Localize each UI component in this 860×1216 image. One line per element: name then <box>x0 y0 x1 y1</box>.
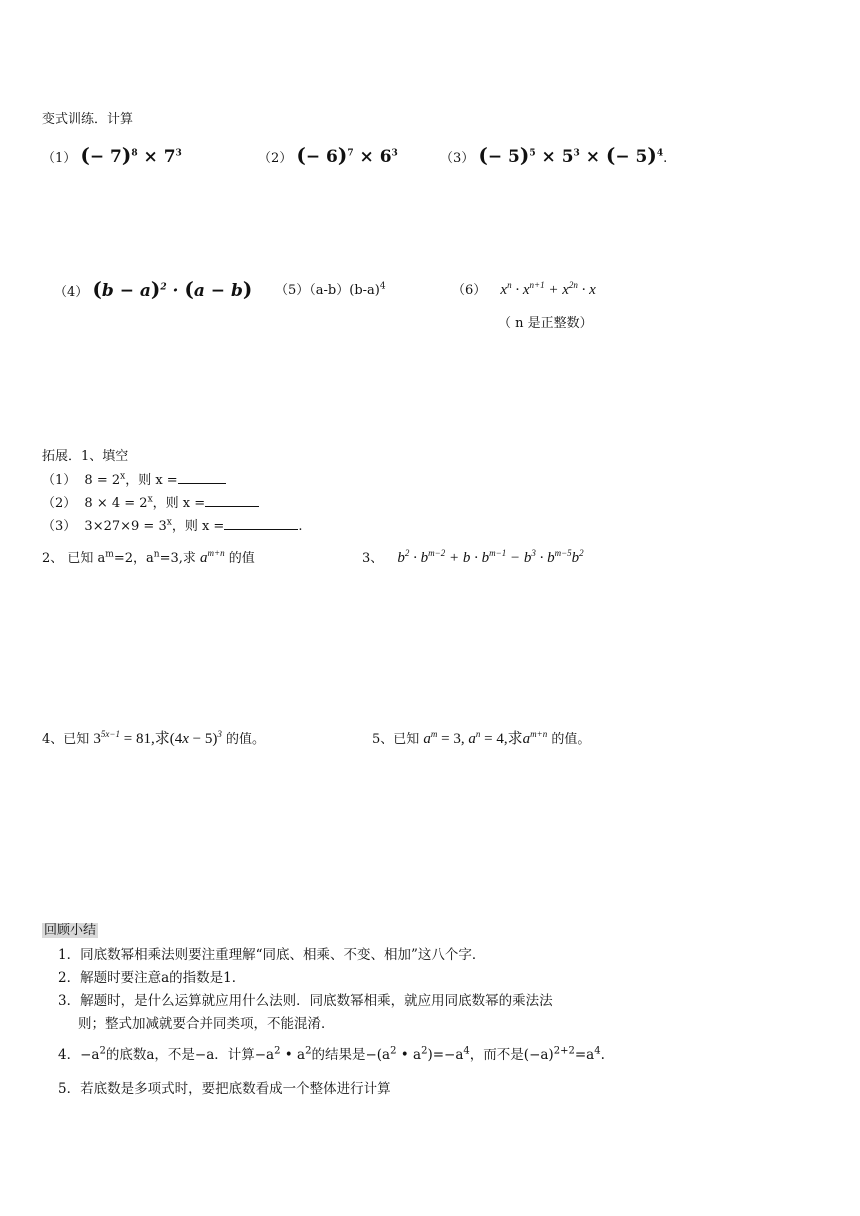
question-2: 2、 已知 $a^m=2$，$a^n=3$,求 $a^{m+n}$ 的值 <box>42 548 255 566</box>
question-3-label: 3、 <box>362 551 384 566</box>
fill-blank-2: （2） $8 \times 4 = 2^x$，则 x = <box>42 492 259 511</box>
question-5-expression: $a^m = 3$, $a^n = 4$,求$a^{m+n}$ <box>423 729 548 747</box>
question-2-suffix: 的值 <box>228 551 255 566</box>
problem-6-label: （6） <box>452 283 487 298</box>
problem-3-period: . <box>663 151 668 166</box>
problem-5-expression: （a-b）(b-a) <box>309 283 380 298</box>
fill-blank-3-answer-line[interactable] <box>224 529 298 530</box>
fill-blank-3-period: . <box>298 519 303 534</box>
review-item-4-part: 的结果是−(a <box>311 1047 391 1063</box>
review-item-5: 5．若底数是多项式时，要把底数看成一个整体进行计算 <box>58 1081 391 1097</box>
question-4 <box>42 727 265 748</box>
review-item-4-part: • a <box>280 1047 306 1063</box>
review-item-4-part: 的底数a，不是−a．计算−a <box>105 1047 275 1063</box>
problem-1-label: （1） <box>42 151 77 166</box>
question-2-text-a: =2，a <box>113 551 154 566</box>
fill-blank-2-answer-line[interactable] <box>205 506 259 507</box>
problem-1-expression: (− $7)^8 \times 7^3$ <box>80 143 182 167</box>
problem-6-note: （ n 是正整数） <box>498 316 593 331</box>
problem-3 <box>440 143 667 167</box>
problem-5: $(5)(a-b)(b-a)^4$ <box>275 281 386 298</box>
fill-blank-3-prompt: ，则 x = <box>171 519 225 534</box>
review-item-4-part: )=−a <box>427 1047 464 1063</box>
question-5-qiu: 求 <box>507 731 523 747</box>
fill-blank-2-label: （2） <box>42 496 77 511</box>
review-item-1: 1．同底数幂相乘法则要注重理解“同底、相乘、不变、相加”这八个字． <box>58 947 486 963</box>
fill-blank-3-label: （3） <box>42 519 77 534</box>
review-item-4-part: 4．−a <box>58 1047 100 1063</box>
review-item-4-part: . <box>600 1047 605 1063</box>
problem-6 <box>452 279 596 299</box>
review-item-3-cont: 则；整式加减就要合并同类项，不能混淆． <box>78 1016 335 1032</box>
review-item-4-part: =a <box>574 1047 595 1063</box>
fill-blank-1-answer-line[interactable] <box>178 483 226 484</box>
fill-blank-2-prompt: ，则 x = <box>152 496 206 511</box>
question-4-qiu: 求 <box>154 731 170 747</box>
review-item-4-part: ，而不是(−a) <box>469 1047 554 1063</box>
problem-2-label: （2） <box>258 151 293 166</box>
fill-blank-3-equation: 3×27×9 = 3 <box>84 519 167 534</box>
review-item-3: 3．解题时，是什么运算就应用什么法则．同底数幂相乘，就应用同底数幂的乘法法 <box>58 993 553 1009</box>
review-item-4-part: • a <box>396 1047 422 1063</box>
question-4-expression: $3^{5x-1} = 81$,求$(4x - 5)^3$ <box>93 729 222 747</box>
problem-4-label: （4） <box>54 285 89 300</box>
problem-2-expression: (− $6)^7 \times 6^3$ <box>296 143 398 167</box>
question-4-prefix: 4、已知 <box>42 732 90 747</box>
problem-4-expression: $(b - a)^2 \cdot (a - b)$ <box>92 277 253 301</box>
question-5-suffix: 的值。 <box>551 732 591 747</box>
problem-4 <box>54 277 252 301</box>
question-2-text-b: =3,求 <box>159 551 196 566</box>
review-title <box>42 919 98 938</box>
fill-blank-3: （3） $3\times 27\times 9 = 3^x$，则 x = . <box>42 517 303 534</box>
question-2-prefix: 2、 已知 a <box>42 551 106 566</box>
question-5 <box>372 727 590 748</box>
review-title-text: 回顾小结 <box>44 923 97 938</box>
problem-5-label: （5） <box>275 283 310 298</box>
fill-blank-1-label: （1） <box>42 473 77 488</box>
fill-blank-1-equation: 8 = 2 <box>84 473 121 488</box>
question-5-prefix: 5、已知 <box>372 732 420 747</box>
section-title-variant-training: 变式训练．计算 <box>42 112 134 127</box>
review-item-4: 4．$-a^2$的底数a，不是−a．计算$-a^2$ • $a^2$的结果是$-(a^2$ • $a^2)=-a^4$，而不是$(-a)^{2+2}=a^4$. <box>58 1045 605 1063</box>
section-title-extension: 拓展．1、填空 <box>42 449 129 464</box>
problem-2 <box>258 143 398 167</box>
fill-blank-2-equation: 8 × 4 = 2 <box>84 496 148 511</box>
question-3 <box>362 547 584 567</box>
review-item-2: 2．解题时要注意a的指数是1． <box>58 970 246 986</box>
question-2-expression: $a^{m+n}$ <box>200 548 225 566</box>
question-3-expression: $b^2 \cdot b^{m-2} + b \cdot b^{m-1} - b^3 \cdot b^{m-5}b^2$ <box>397 548 584 566</box>
question-4-suffix: 的值。 <box>226 732 266 747</box>
fill-blank-1-prompt: ，则 x = <box>125 473 178 488</box>
problem-1 <box>42 143 182 167</box>
problem-3-expression: (− $5)^5 \times 5^3$ × (− 5)$^4$ <box>478 143 664 167</box>
fill-blank-1: （1） $8 = 2^x$，则 x = <box>42 469 226 488</box>
problem-3-label: （3） <box>440 151 475 166</box>
problem-6-expression: $x^n \cdot x^{n+1} + x^{2n} \cdot x$ <box>500 280 596 298</box>
